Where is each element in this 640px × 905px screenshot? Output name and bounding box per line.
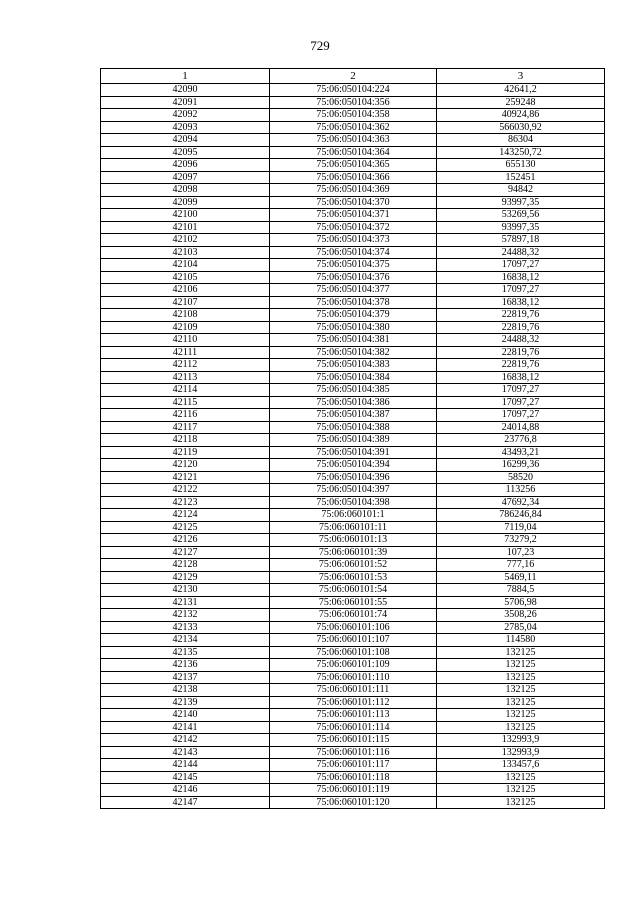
cadastral-number-cell: 75:06:050104:397 <box>270 484 437 497</box>
value-cell: 93997,35 <box>437 196 605 209</box>
row-number-cell: 42124 <box>101 509 270 522</box>
row-number-cell: 42090 <box>101 84 270 97</box>
cadastral-number-cell: 75:06:050104:372 <box>270 221 437 234</box>
value-cell: 132125 <box>437 784 605 797</box>
row-number-cell: 42092 <box>101 109 270 122</box>
table-row <box>101 796 605 809</box>
cadastral-number-cell: 75:06:050104:362 <box>270 121 437 134</box>
value-cell: 22819,76 <box>437 321 605 334</box>
table-row <box>101 84 605 97</box>
cadastral-number-cell: 75:06:050104:365 <box>270 159 437 172</box>
cadastral-number-cell: 75:06:050104:391 <box>270 446 437 459</box>
table-row <box>101 121 605 134</box>
cadastral-number-cell: 75:06:060101:11 <box>270 521 437 534</box>
row-number-cell: 42105 <box>101 271 270 284</box>
value-cell: 113256 <box>437 484 605 497</box>
row-number-cell: 42130 <box>101 584 270 597</box>
value-cell: 132125 <box>437 671 605 684</box>
value-cell: 7119,04 <box>437 521 605 534</box>
cadastral-number-cell: 75:06:060101:111 <box>270 684 437 697</box>
cadastral-number-cell: 75:06:050104:380 <box>270 321 437 334</box>
row-number-cell: 42126 <box>101 534 270 547</box>
cadastral-number-cell: 75:06:050104:374 <box>270 246 437 259</box>
value-cell: 73279,2 <box>437 534 605 547</box>
row-number-cell: 42106 <box>101 284 270 297</box>
data-table <box>100 68 605 809</box>
value-cell: 132125 <box>437 684 605 697</box>
row-number-cell: 42135 <box>101 646 270 659</box>
row-number-cell: 42146 <box>101 784 270 797</box>
row-number-cell: 42107 <box>101 296 270 309</box>
row-number-cell: 42104 <box>101 259 270 272</box>
cadastral-number-cell: 75:06:060101:1 <box>270 509 437 522</box>
row-number-cell: 42116 <box>101 409 270 422</box>
table-row <box>101 459 605 472</box>
table-row <box>101 234 605 247</box>
cadastral-number-cell: 75:06:060101:113 <box>270 709 437 722</box>
cadastral-number-cell: 75:06:060101:115 <box>270 734 437 747</box>
row-number-cell: 42136 <box>101 659 270 672</box>
row-number-cell: 42132 <box>101 609 270 622</box>
row-number-cell: 42137 <box>101 671 270 684</box>
table-row <box>101 246 605 259</box>
column-header-3: 3 <box>437 69 605 84</box>
cadastral-number-cell: 75:06:060101:106 <box>270 621 437 634</box>
value-cell: 132993,9 <box>437 746 605 759</box>
value-cell: 16838,12 <box>437 371 605 384</box>
table-row <box>101 546 605 559</box>
table-body <box>101 84 605 809</box>
table-row <box>101 596 605 609</box>
table-row <box>101 196 605 209</box>
table-row <box>101 521 605 534</box>
cadastral-number-cell: 75:06:060101:116 <box>270 746 437 759</box>
table-row <box>101 721 605 734</box>
table-row <box>101 709 605 722</box>
value-cell: 132125 <box>437 646 605 659</box>
table-row <box>101 559 605 572</box>
value-cell: 58520 <box>437 471 605 484</box>
table-row <box>101 334 605 347</box>
value-cell: 3508,26 <box>437 609 605 622</box>
value-cell: 22819,76 <box>437 346 605 359</box>
table-row <box>101 684 605 697</box>
value-cell: 132993,9 <box>437 734 605 747</box>
cadastral-number-cell: 75:06:060101:107 <box>270 634 437 647</box>
row-number-cell: 42142 <box>101 734 270 747</box>
table-row <box>101 634 605 647</box>
value-cell: 93997,35 <box>437 221 605 234</box>
row-number-cell: 42100 <box>101 209 270 222</box>
row-number-cell: 42101 <box>101 221 270 234</box>
value-cell: 17097,27 <box>437 396 605 409</box>
value-cell: 24488,32 <box>437 334 605 347</box>
table-row <box>101 621 605 634</box>
value-cell: 2785,04 <box>437 621 605 634</box>
value-cell: 132125 <box>437 771 605 784</box>
cadastral-number-cell: 75:06:060101:54 <box>270 584 437 597</box>
cadastral-number-cell: 75:06:060101:108 <box>270 646 437 659</box>
table-row <box>101 284 605 297</box>
value-cell: 17097,27 <box>437 409 605 422</box>
row-number-cell: 42093 <box>101 121 270 134</box>
table-row <box>101 534 605 547</box>
row-number-cell: 42118 <box>101 434 270 447</box>
value-cell: 16299,36 <box>437 459 605 472</box>
value-cell: 47692,34 <box>437 496 605 509</box>
table-row <box>101 321 605 334</box>
value-cell: 132125 <box>437 721 605 734</box>
cadastral-number-cell: 75:06:050104:394 <box>270 459 437 472</box>
table-header-row <box>101 69 605 84</box>
table-row <box>101 496 605 509</box>
table-row <box>101 471 605 484</box>
value-cell: 94842 <box>437 184 605 197</box>
cadastral-number-cell: 75:06:050104:356 <box>270 96 437 109</box>
table-row <box>101 609 605 622</box>
value-cell: 5469,11 <box>437 571 605 584</box>
cadastral-number-cell: 75:06:060101:117 <box>270 759 437 772</box>
cadastral-number-cell: 75:06:050104:358 <box>270 109 437 122</box>
cadastral-number-cell: 75:06:050104:369 <box>270 184 437 197</box>
cadastral-number-cell: 75:06:050104:389 <box>270 434 437 447</box>
table-row <box>101 296 605 309</box>
row-number-cell: 42120 <box>101 459 270 472</box>
value-cell: 114580 <box>437 634 605 647</box>
value-cell: 24014,88 <box>437 421 605 434</box>
table-row <box>101 771 605 784</box>
cadastral-number-cell: 75:06:050104:387 <box>270 409 437 422</box>
row-number-cell: 42144 <box>101 759 270 772</box>
table-row <box>101 446 605 459</box>
row-number-cell: 42143 <box>101 746 270 759</box>
table-row <box>101 746 605 759</box>
value-cell: 16838,12 <box>437 271 605 284</box>
cadastral-number-cell: 75:06:050104:366 <box>270 171 437 184</box>
value-cell: 53269,56 <box>437 209 605 222</box>
table-row <box>101 346 605 359</box>
cadastral-number-cell: 75:06:060101:74 <box>270 609 437 622</box>
cadastral-number-cell: 75:06:050104:398 <box>270 496 437 509</box>
cadastral-number-cell: 75:06:050104:224 <box>270 84 437 97</box>
cadastral-number-cell: 75:06:060101:112 <box>270 696 437 709</box>
cadastral-number-cell: 75:06:060101:13 <box>270 534 437 547</box>
cadastral-number-cell: 75:06:060101:120 <box>270 796 437 809</box>
table-row <box>101 421 605 434</box>
column-header-1: 1 <box>101 69 270 84</box>
table-row <box>101 359 605 372</box>
row-number-cell: 42094 <box>101 134 270 147</box>
row-number-cell: 42108 <box>101 309 270 322</box>
row-number-cell: 42128 <box>101 559 270 572</box>
row-number-cell: 42109 <box>101 321 270 334</box>
row-number-cell: 42099 <box>101 196 270 209</box>
value-cell: 152451 <box>437 171 605 184</box>
row-number-cell: 42129 <box>101 571 270 584</box>
value-cell: 24488,32 <box>437 246 605 259</box>
value-cell: 132125 <box>437 709 605 722</box>
row-number-cell: 42131 <box>101 596 270 609</box>
table-row <box>101 734 605 747</box>
cadastral-number-cell: 75:06:060101:110 <box>270 671 437 684</box>
table-row <box>101 209 605 222</box>
row-number-cell: 42096 <box>101 159 270 172</box>
table-row <box>101 134 605 147</box>
table-row <box>101 146 605 159</box>
cadastral-number-cell: 75:06:050104:371 <box>270 209 437 222</box>
table-row <box>101 571 605 584</box>
row-number-cell: 42134 <box>101 634 270 647</box>
table-row <box>101 184 605 197</box>
table-row <box>101 759 605 772</box>
row-number-cell: 42138 <box>101 684 270 697</box>
row-number-cell: 42113 <box>101 371 270 384</box>
value-cell: 566030,92 <box>437 121 605 134</box>
row-number-cell: 42127 <box>101 546 270 559</box>
value-cell: 5706,98 <box>437 596 605 609</box>
value-cell: 43493,21 <box>437 446 605 459</box>
cadastral-number-cell: 75:06:050104:384 <box>270 371 437 384</box>
table-row <box>101 434 605 447</box>
table-row <box>101 109 605 122</box>
row-number-cell: 42102 <box>101 234 270 247</box>
cadastral-number-cell: 75:06:050104:376 <box>270 271 437 284</box>
cadastral-number-cell: 75:06:060101:53 <box>270 571 437 584</box>
cadastral-number-cell: 75:06:050104:382 <box>270 346 437 359</box>
cadastral-number-cell: 75:06:050104:377 <box>270 284 437 297</box>
row-number-cell: 42110 <box>101 334 270 347</box>
row-number-cell: 42147 <box>101 796 270 809</box>
cadastral-number-cell: 75:06:060101:118 <box>270 771 437 784</box>
row-number-cell: 42145 <box>101 771 270 784</box>
value-cell: 17097,27 <box>437 284 605 297</box>
value-cell: 22819,76 <box>437 309 605 322</box>
value-cell: 777,16 <box>437 559 605 572</box>
table-row <box>101 221 605 234</box>
table-row <box>101 309 605 322</box>
value-cell: 133457,6 <box>437 759 605 772</box>
value-cell: 57897,18 <box>437 234 605 247</box>
row-number-cell: 42133 <box>101 621 270 634</box>
table-row <box>101 659 605 672</box>
value-cell: 132125 <box>437 796 605 809</box>
row-number-cell: 42111 <box>101 346 270 359</box>
cadastral-number-cell: 75:06:050104:379 <box>270 309 437 322</box>
value-cell: 16838,12 <box>437 296 605 309</box>
table-row <box>101 396 605 409</box>
value-cell: 107,23 <box>437 546 605 559</box>
row-number-cell: 42095 <box>101 146 270 159</box>
value-cell: 786246,84 <box>437 509 605 522</box>
row-number-cell: 42139 <box>101 696 270 709</box>
cadastral-number-cell: 75:06:060101:52 <box>270 559 437 572</box>
cadastral-number-cell: 75:06:050104:363 <box>270 134 437 147</box>
cadastral-number-cell: 75:06:050104:396 <box>270 471 437 484</box>
value-cell: 7884,5 <box>437 584 605 597</box>
row-number-cell: 42122 <box>101 484 270 497</box>
cadastral-number-cell: 75:06:050104:370 <box>270 196 437 209</box>
cadastral-number-cell: 75:06:050104:388 <box>270 421 437 434</box>
cadastral-number-cell: 75:06:050104:381 <box>270 334 437 347</box>
value-cell: 86304 <box>437 134 605 147</box>
cadastral-number-cell: 75:06:060101:109 <box>270 659 437 672</box>
row-number-cell: 42115 <box>101 396 270 409</box>
row-number-cell: 42117 <box>101 421 270 434</box>
row-number-cell: 42125 <box>101 521 270 534</box>
value-cell: 132125 <box>437 696 605 709</box>
table-row <box>101 646 605 659</box>
cadastral-number-cell: 75:06:050104:385 <box>270 384 437 397</box>
cadastral-number-cell: 75:06:050104:364 <box>270 146 437 159</box>
cadastral-number-cell: 75:06:050104:378 <box>270 296 437 309</box>
row-number-cell: 42123 <box>101 496 270 509</box>
value-cell: 259248 <box>437 96 605 109</box>
table-row <box>101 271 605 284</box>
table-row <box>101 159 605 172</box>
row-number-cell: 42112 <box>101 359 270 372</box>
value-cell: 132125 <box>437 659 605 672</box>
row-number-cell: 42091 <box>101 96 270 109</box>
table-row <box>101 671 605 684</box>
table-row <box>101 784 605 797</box>
table-row <box>101 484 605 497</box>
table-row <box>101 259 605 272</box>
table-row <box>101 384 605 397</box>
value-cell: 17097,27 <box>437 259 605 272</box>
page-number: 729 <box>310 38 330 53</box>
value-cell: 143250,72 <box>437 146 605 159</box>
value-cell: 23776,8 <box>437 434 605 447</box>
table-row <box>101 584 605 597</box>
cadastral-number-cell: 75:06:060101:55 <box>270 596 437 609</box>
value-cell: 42641,2 <box>437 84 605 97</box>
table-row <box>101 696 605 709</box>
cadastral-number-cell: 75:06:060101:114 <box>270 721 437 734</box>
value-cell: 40924,86 <box>437 109 605 122</box>
row-number-cell: 42103 <box>101 246 270 259</box>
row-number-cell: 42098 <box>101 184 270 197</box>
value-cell: 17097,27 <box>437 384 605 397</box>
table-row <box>101 171 605 184</box>
table-row <box>101 509 605 522</box>
cadastral-number-cell: 75:06:060101:39 <box>270 546 437 559</box>
table-row <box>101 96 605 109</box>
row-number-cell: 42114 <box>101 384 270 397</box>
cadastral-number-cell: 75:06:050104:373 <box>270 234 437 247</box>
cadastral-number-cell: 75:06:050104:386 <box>270 396 437 409</box>
value-cell: 655130 <box>437 159 605 172</box>
row-number-cell: 42119 <box>101 446 270 459</box>
row-number-cell: 42140 <box>101 709 270 722</box>
cadastral-number-cell: 75:06:050104:375 <box>270 259 437 272</box>
table-row <box>101 371 605 384</box>
column-header-2: 2 <box>270 69 437 84</box>
row-number-cell: 42141 <box>101 721 270 734</box>
cadastral-number-cell: 75:06:050104:383 <box>270 359 437 372</box>
cadastral-number-cell: 75:06:060101:119 <box>270 784 437 797</box>
row-number-cell: 42097 <box>101 171 270 184</box>
table-row <box>101 409 605 422</box>
row-number-cell: 42121 <box>101 471 270 484</box>
value-cell: 22819,76 <box>437 359 605 372</box>
